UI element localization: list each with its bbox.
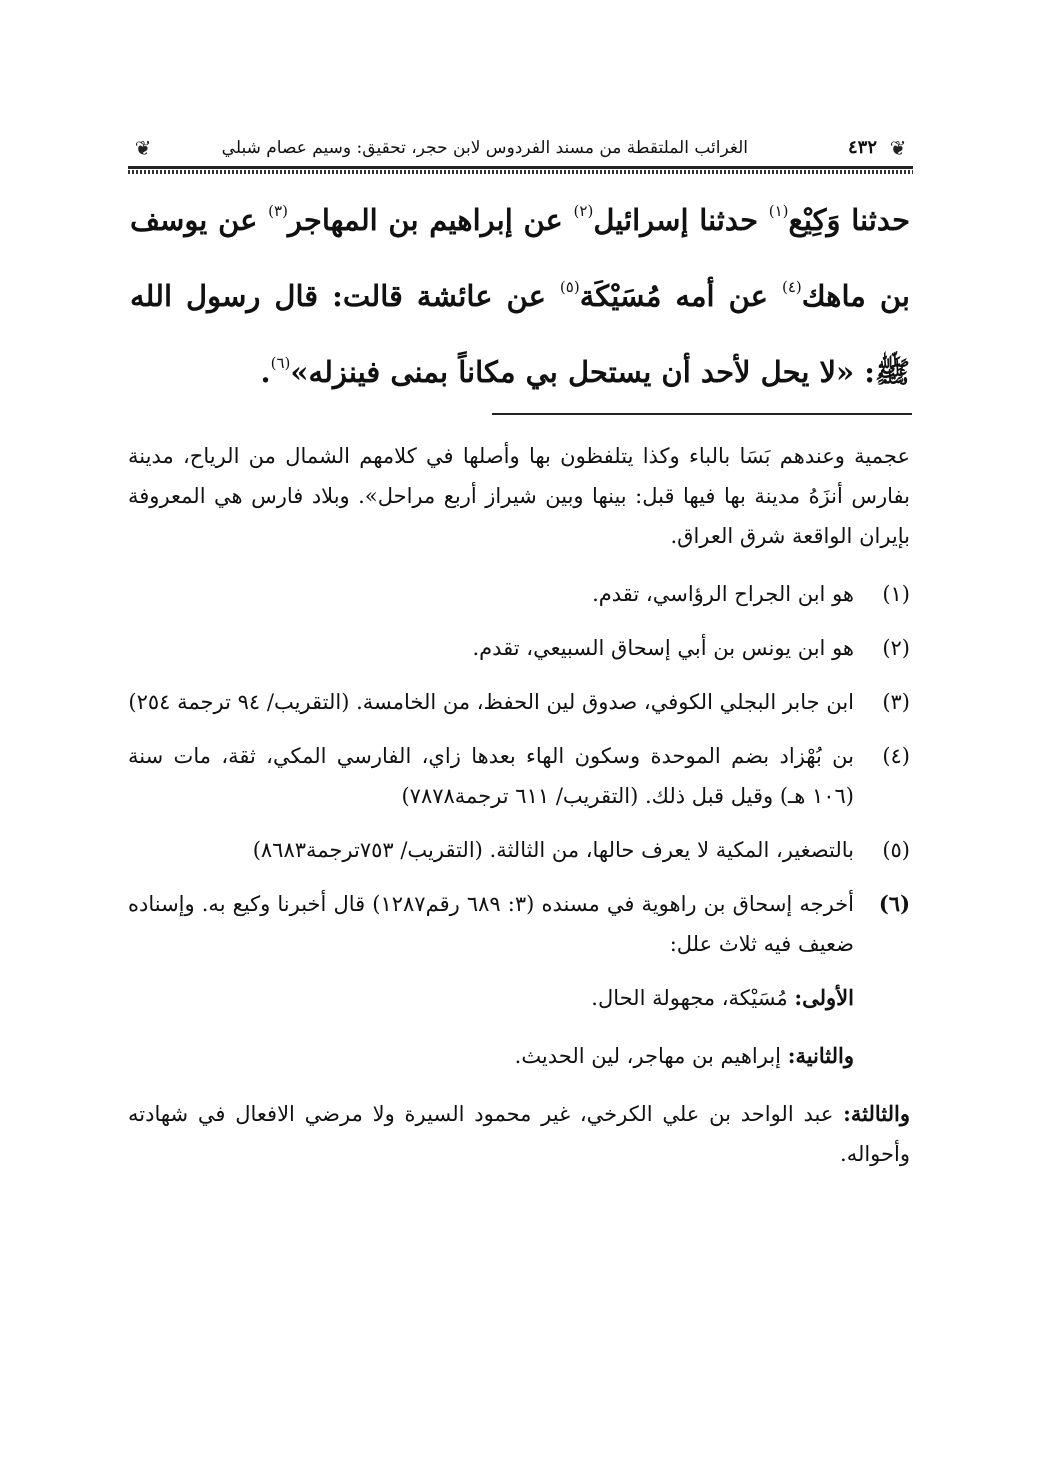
right-ornament-icon: ❦: [889, 136, 907, 160]
footnote-ref-5[interactable]: (٥): [559, 278, 580, 296]
illa-text: إبراهيم بن مهاجر، لين الحديث.: [514, 1044, 788, 1068]
illa-first: [128, 978, 910, 1018]
footnote-text: بالتصغير، المكية لا يعرف حالها، من الثالثة. (التقريب/ ٧٥٣ترجمة٨٦٨٣): [252, 838, 854, 862]
text-segment: حدثنا إسرائيل: [593, 203, 769, 237]
illa-label: والثانية:: [787, 1043, 854, 1068]
footnote-1: [128, 574, 910, 614]
footnote-ref-4[interactable]: (٤): [781, 278, 802, 296]
header-rule: [128, 166, 913, 169]
footnote-2: [128, 628, 910, 668]
footnotes: [128, 436, 910, 1192]
running-header: [128, 128, 913, 174]
footnote-3: [128, 682, 910, 722]
running-title: الغرائب الملتقطة من مسند الفردوس لابن حجر، تحقيق: وسيم عصام شبلي: [221, 138, 748, 158]
footnote-number: (٦): [878, 891, 910, 916]
illa-second: [128, 1036, 910, 1076]
text-segment: عن عائشة قالت: قال رسول الله ﷺ: «لا يحل لأحد أن يستحل بي مكاناً بمنى فينزله»: [130, 279, 910, 389]
hadith-paragraph: [130, 182, 910, 410]
footnote-number: (٣): [882, 690, 910, 714]
hadith-text: [130, 182, 910, 410]
footnote-number: (٢): [882, 636, 910, 660]
text-segment: عن أمه مُسَيْكَة: [579, 279, 782, 313]
illa-text: مُسَيْكة، مجهولة الحال.: [591, 986, 795, 1010]
illa-text: عبد الواحد بن علي الكرخي، غير محمود السيرة ولا مرضي الافعال في شهادته وأحواله.: [128, 1102, 910, 1166]
footnote-ref-6[interactable]: (٦): [270, 354, 291, 372]
text-segment: .: [260, 355, 271, 389]
illa-label: الأولى:: [794, 985, 854, 1010]
footnote-ref-3[interactable]: (٣): [268, 202, 288, 220]
illa-label: والثالثة:: [843, 1101, 910, 1126]
footnote-4: [128, 736, 910, 816]
footnote-5: [128, 830, 910, 870]
text-segment: حدثنا وَكِيْع: [788, 203, 910, 237]
text-segment: عن إبراهيم بن المهاجر: [287, 203, 574, 237]
footnote-separator: [492, 413, 912, 415]
left-ornament-icon: ❦: [134, 136, 152, 160]
footnote-number: (١): [882, 582, 910, 606]
footnote-ref-2[interactable]: (٢): [573, 202, 594, 220]
illa-third: [128, 1094, 910, 1174]
footnote-text: هو ابن الجراح الرؤاسي، تقدم.: [592, 582, 854, 606]
footnote-text: أخرجه إسحاق بن راهوية في مسنده (٣: ٦٨٩ رقم١٢٨٧) قال أخبرنا وكيع به. وإسناده ضعيف فيه ثلاث علل:: [128, 892, 854, 956]
footnote-6: [128, 884, 910, 964]
text-segment: عن يوسف بن ماهك: [130, 203, 910, 313]
header-pattern-rule: [128, 170, 913, 174]
footnote-number: (٤): [882, 744, 910, 768]
footnote-number: (٥): [882, 838, 910, 862]
page-number: ٤٣٢: [847, 137, 877, 158]
footnote-continuation: عجمية وعندهم بَسَا بالباء وكذا يتلفظون بها وأصلها في كلامهم الشمال من الرياح، مدينة بفارس أنزَهُ مدينة بها فيها قبل: بينها وبين شيراز أربع مراحل». وبلاد فارس هي المعروفة بإيران الواقعة شرق العراق.: [128, 444, 910, 548]
footnote-text: بن بُهْزاد بضم الموحدة وسكون الهاء بعدها زاي، الفارسي المكي، ثقة، مات سنة (١٠٦ هـ) وقيل قبل ذلك. (التقريب/ ٦١١ ترجمة٧٨٧٨): [128, 744, 854, 808]
footnote-ref-1[interactable]: (١): [768, 202, 789, 220]
footnote-text: هو ابن يونس بن أبي إسحاق السبيعي، تقدم.: [472, 636, 854, 660]
footnote-text: ابن جابر البجلي الكوفي، صدوق لين الحفظ، من الخامسة. (التقريب/ ٩٤ ترجمة ٢٥٤): [128, 690, 854, 714]
